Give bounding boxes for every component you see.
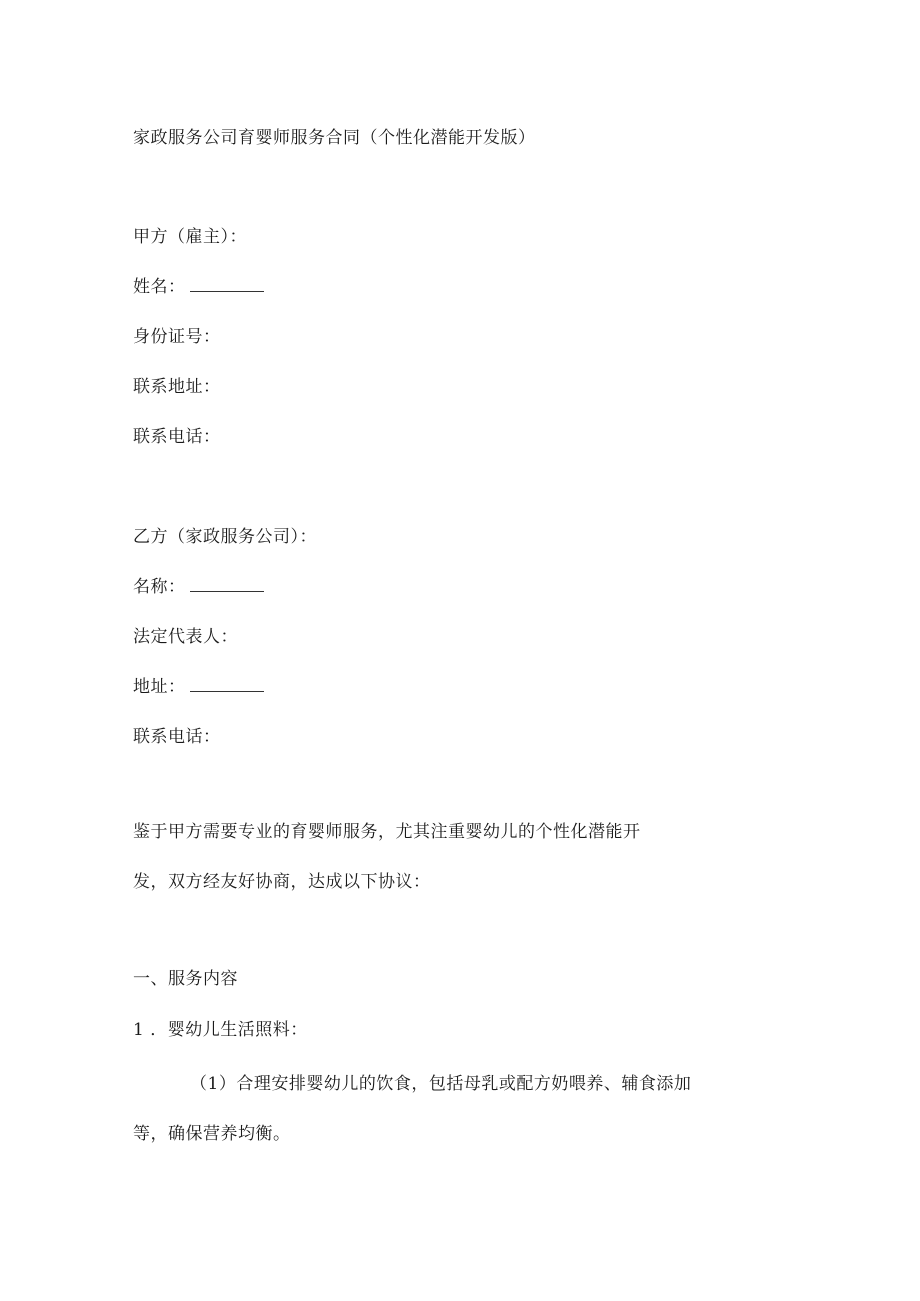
party-a-name-label: 姓名：	[133, 277, 186, 297]
party-a-heading: 甲方（雇主）：	[133, 227, 247, 247]
party-b-name-label: 名称：	[133, 577, 186, 597]
section-1-heading: 一、服务内容	[133, 969, 238, 989]
party-b-name-blank	[190, 577, 264, 592]
party-b-heading: 乙方（家政服务公司）：	[133, 527, 317, 547]
party-a-phone-label: 联系电话：	[133, 427, 221, 447]
party-b-address-label: 地址：	[133, 677, 186, 697]
section-1-sub-1-line-1: （1）合理安排婴幼儿的饮食，包括母乳或配方奶喂养、辅食添加	[190, 1074, 692, 1094]
section-1-item-1: 1 ．婴幼儿生活照料：	[133, 1020, 308, 1040]
preamble-line-1: 鉴于甲方需要专业的育婴师服务，尤其注重婴幼儿的个性化潜能开	[133, 822, 641, 842]
party-b-phone-label: 联系电话：	[133, 727, 221, 747]
party-a-id-label: 身份证号：	[133, 327, 221, 347]
party-a-name-blank	[190, 277, 264, 292]
party-b-address-row	[133, 676, 264, 698]
party-b-rep-label: 法定代表人：	[133, 627, 238, 647]
preamble-line-2: 发，双方经友好协商，达成以下协议：	[133, 872, 431, 892]
document-title: 家政服务公司育婴师服务合同（个性化潜能开发版）	[133, 128, 536, 148]
section-1-sub-1-line-2: 等，确保营养均衡。	[133, 1124, 291, 1144]
party-b-address-blank	[190, 677, 264, 692]
party-a-name-row	[133, 276, 264, 298]
party-b-name-row	[133, 576, 264, 598]
party-a-address-label: 联系地址：	[133, 377, 221, 397]
